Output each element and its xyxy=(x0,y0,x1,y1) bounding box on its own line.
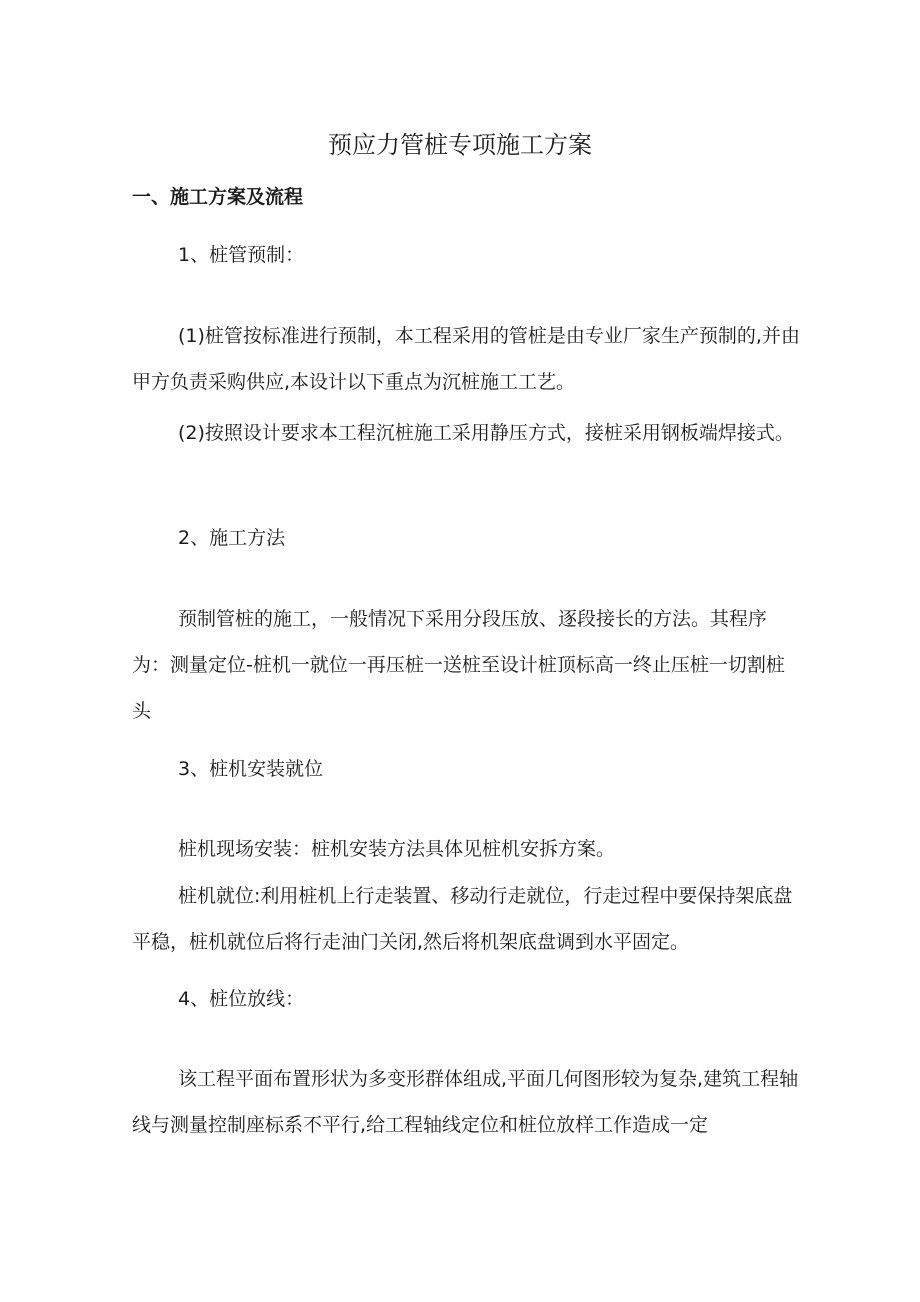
subheading-3: 3、桩机安装就位 xyxy=(178,758,324,780)
section-heading-1: 一、施工方案及流程 xyxy=(132,186,304,208)
subheading-2: 2、施工方法 xyxy=(178,527,286,549)
paragraph-3: 预制管桩的施工，一般情况下采用分段压放、逐段接长的方法。其程序为：测量定位-桩机一就位一再压桩一送桩至设计桩顶标高一终止压桩一切割桩头 xyxy=(132,608,785,722)
subheading-1: 1、桩管预制： xyxy=(178,244,305,266)
paragraph-6: 该工程平面布置形状为多变形群体组成,平面几何图形较为复杂,建筑工程轴线与测量控制座标系不平行,给工程轴线定位和桩位放样工作造成一定 xyxy=(132,1068,799,1136)
document-title: 预应力管桩专项施工方案 xyxy=(328,131,592,159)
subheading-4: 4、桩位放线： xyxy=(178,988,305,1010)
paragraph-4: 桩机现场安装：桩机安装方法具体见桩机安拆方案。 xyxy=(178,838,616,860)
paragraph-2: (2)按照设计要求本工程沉桩施工采用静压方式，接桩采用钢板端焊接式。 xyxy=(178,422,794,444)
paragraph-5: 桩机就位:利用桩机上行走装置、移动行走就位，行走过程中要保持架底盘平稳，桩机就位后将行走油门关闭,然后将机架底盘调到水平固定。 xyxy=(132,885,793,953)
paragraph-1: (1)桩管按标准进行预制，本工程采用的管桩是由专业厂家生产预制的,并由甲方负责采购供应,本设计以下重点为沉桩施工工艺。 xyxy=(132,325,800,393)
